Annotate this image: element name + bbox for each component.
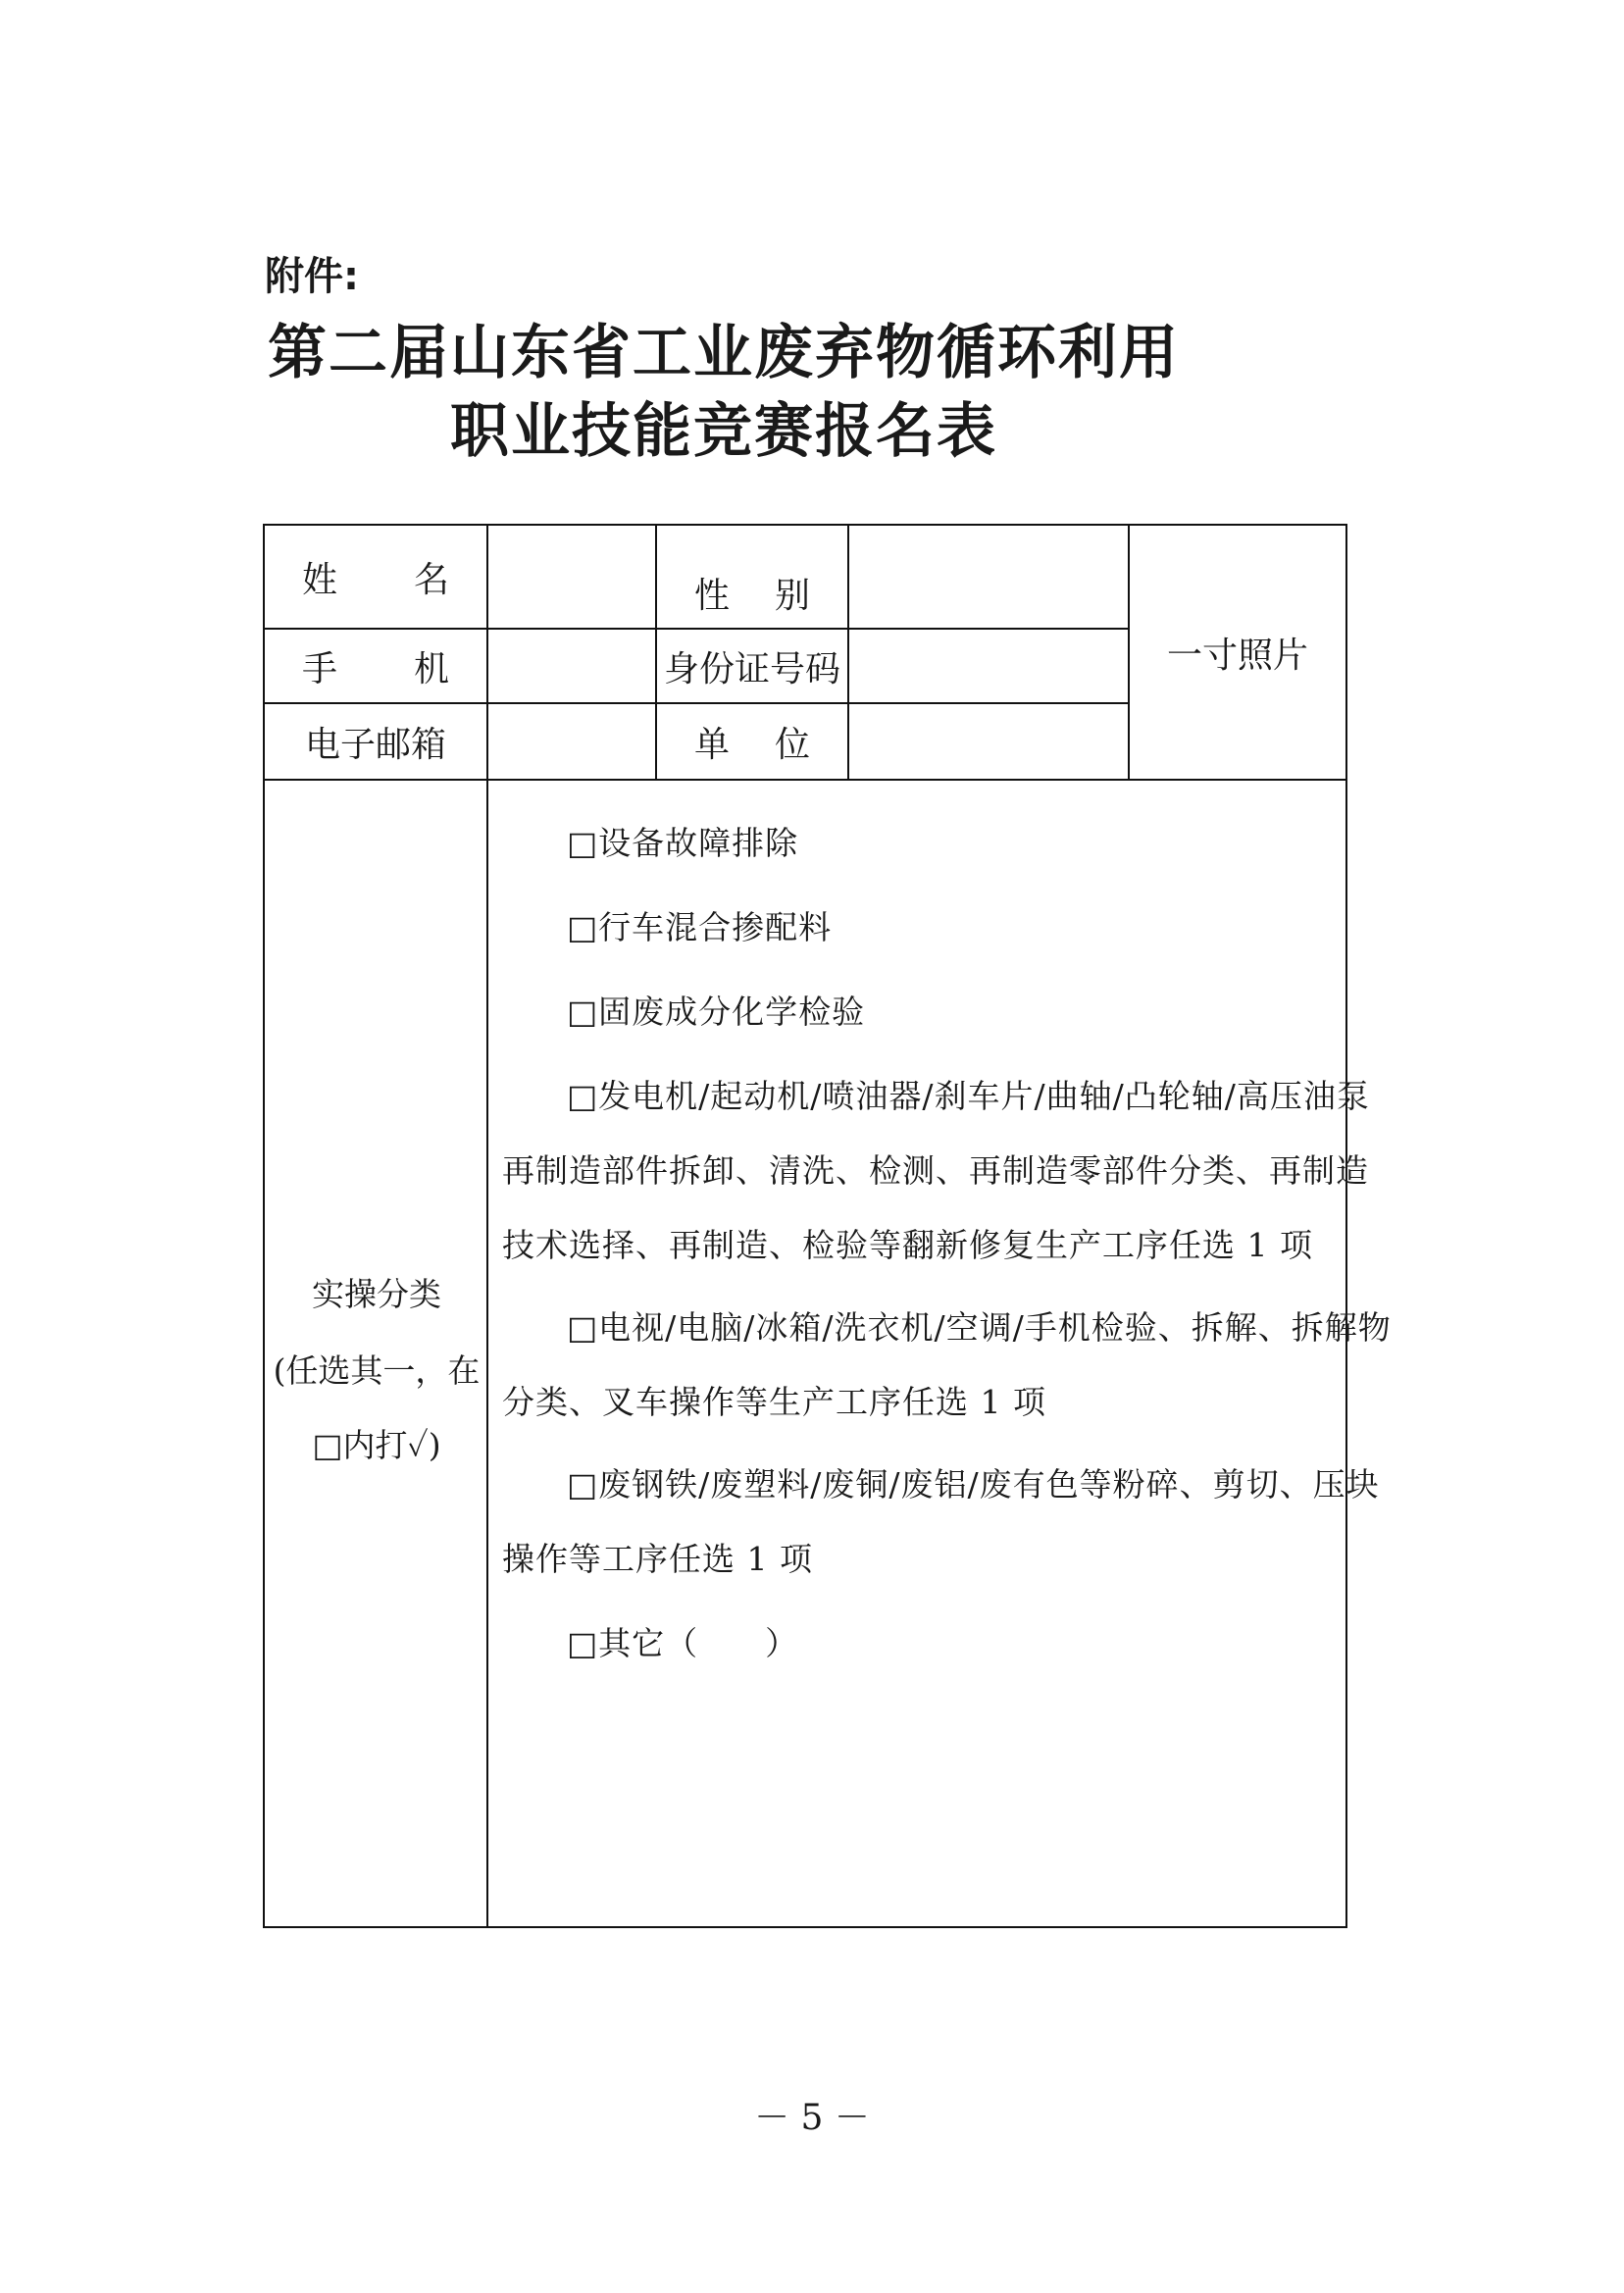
page-number: － 5 － xyxy=(754,2098,870,2138)
table-border-bottom xyxy=(263,1926,1347,1928)
phone-field[interactable] xyxy=(488,630,655,702)
attachment-label: 附件: xyxy=(265,254,359,299)
category-label-line2: (任选其一，在 xyxy=(273,1351,481,1390)
form-title-line1: 第二届山东省工业废弃物循环利用 xyxy=(268,319,1180,387)
category-label-line3: □内打✓) xyxy=(312,1426,441,1464)
option-equipment-fault[interactable]: □设备故障排除 xyxy=(567,824,799,862)
option-scrap-processing[interactable]: □废钢铁/废塑料/废铜/废铝/废有色等粉碎、剪切、压块 xyxy=(567,1465,1380,1503)
gender-label xyxy=(657,541,847,643)
name-field[interactable] xyxy=(488,526,655,628)
photo-box[interactable] xyxy=(1130,526,1345,779)
option-remanufacturing-cont: 技术选择、再制造、检验等翻新修复生产工序任选 1 项 xyxy=(502,1226,1313,1264)
option-remanufacturing[interactable]: □发电机/起动机/喷油器/刹车片/曲轴/凸轮轴/高压油泵 xyxy=(567,1077,1370,1115)
gender-label-char: 性 xyxy=(694,575,731,616)
unit-field[interactable] xyxy=(849,704,1128,779)
id-number-field[interactable] xyxy=(849,630,1128,702)
registration-form-table xyxy=(263,524,1392,1928)
option-appliance-dismantling-cont: 分类、叉车操作等生产工序任选 1 项 xyxy=(502,1383,1046,1421)
gender-field[interactable] xyxy=(849,526,1128,628)
phone-label-char: 手 xyxy=(302,648,338,689)
unit-label-char: 位 xyxy=(774,724,810,765)
option-other[interactable]: □其它（ ） xyxy=(567,1624,799,1662)
option-appliance-dismantling[interactable]: □电视/电脑/冰箱/洗衣机/空调/手机检验、拆解、拆解物 xyxy=(567,1308,1392,1347)
gender-label-char: 别 xyxy=(774,575,810,616)
phone-label-char: 机 xyxy=(413,648,449,689)
phone-label xyxy=(265,630,486,702)
name-label-char: 姓 xyxy=(302,559,338,600)
table-border-right xyxy=(1345,524,1347,1928)
option-scrap-processing-cont: 操作等工序任选 1 项 xyxy=(502,1540,813,1578)
option-crane-mixing[interactable]: □行车混合掺配料 xyxy=(567,908,833,946)
name-label xyxy=(265,526,486,628)
name-label-char: 名 xyxy=(413,559,449,600)
category-label-line1: 实操分类 xyxy=(312,1275,441,1313)
unit-label xyxy=(657,704,847,779)
unit-label-char: 单 xyxy=(694,724,731,765)
form-title-line2: 职业技能竞赛报名表 xyxy=(450,397,997,466)
email-label: 电子邮箱 xyxy=(304,724,446,765)
option-chemical-testing[interactable]: □固废成分化学检验 xyxy=(567,993,866,1031)
id-number-label: 身份证号码 xyxy=(663,648,840,689)
photo-label: 一寸照片 xyxy=(1166,635,1308,676)
table-row-line xyxy=(263,779,1347,781)
email-field[interactable] xyxy=(488,704,655,779)
option-remanufacturing-cont: 再制造部件拆卸、清洗、检测、再制造零部件分类、再制造 xyxy=(502,1151,1369,1190)
